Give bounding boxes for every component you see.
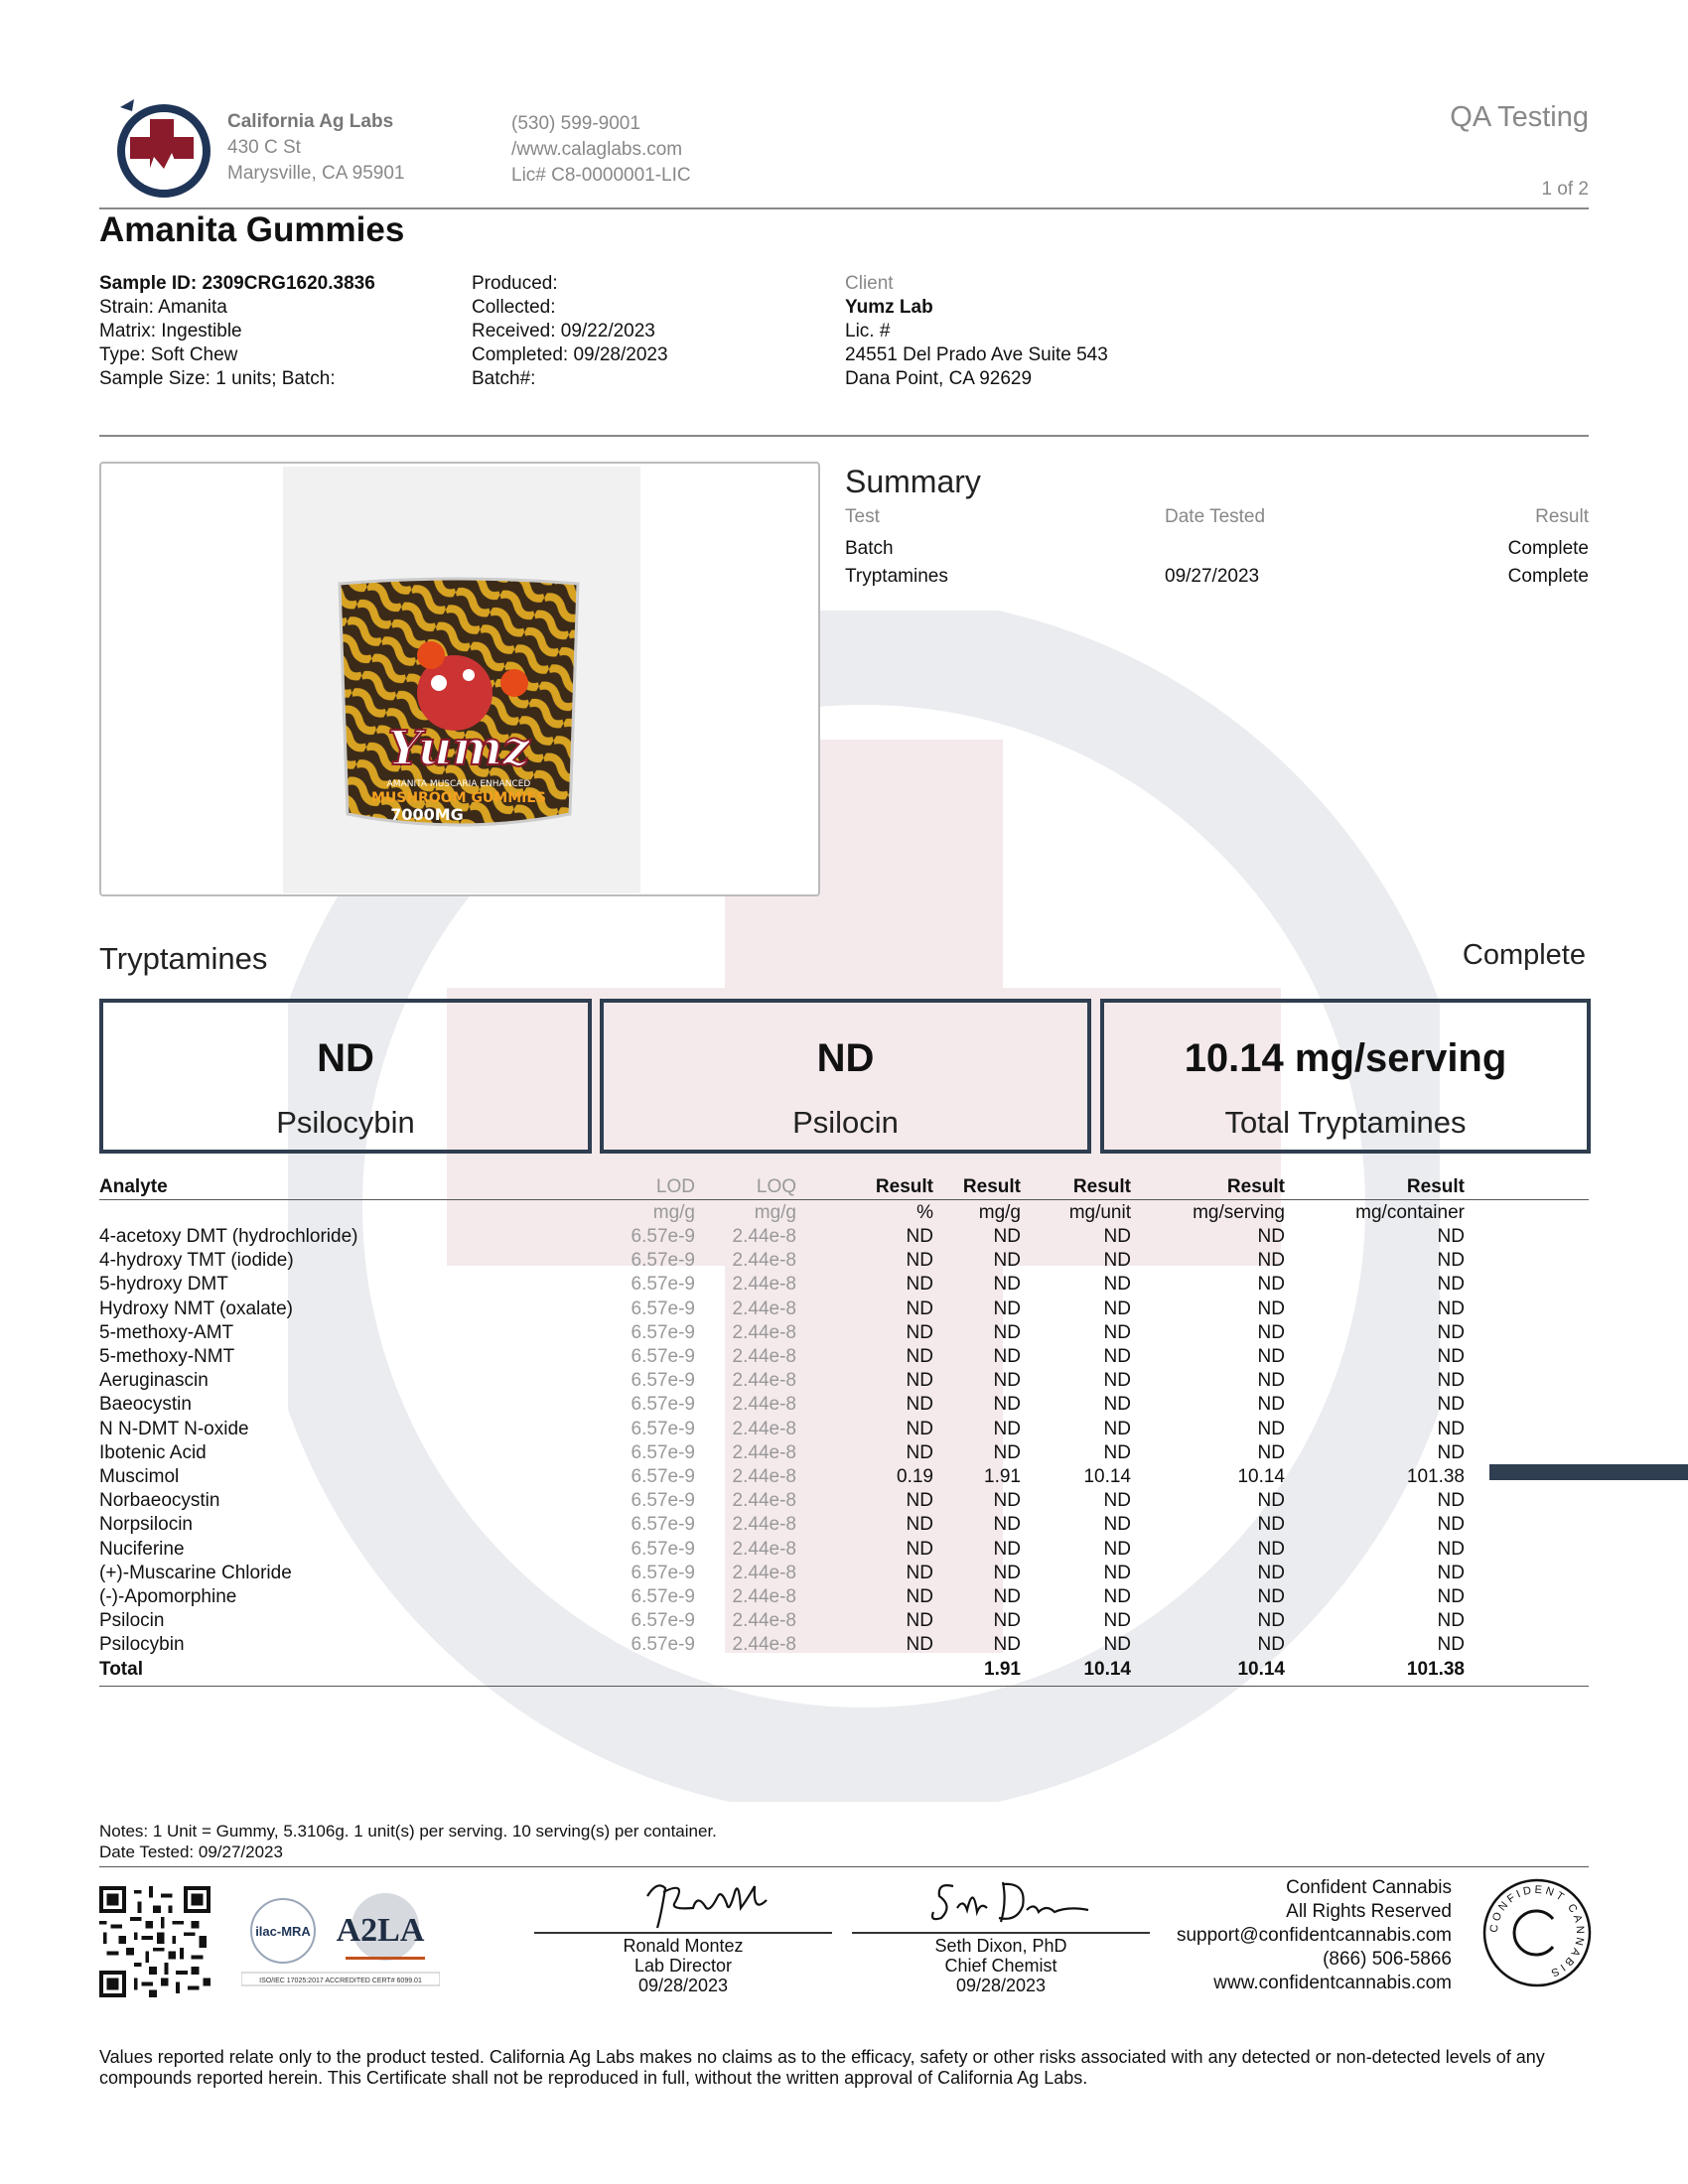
cell-result-mgg: ND [993, 1394, 1021, 1416]
sample-id: Sample ID: 2309CRG1620.3836 [99, 273, 375, 294]
cell-analyte: Muscimol [99, 1466, 180, 1487]
cell-result-serving: ND [1257, 1297, 1285, 1319]
cell-result-unit: ND [1103, 1370, 1131, 1392]
summary-header-date: Date Tested [1165, 506, 1266, 527]
cell-analyte: 5-methoxy-AMT [99, 1321, 234, 1343]
signature-line [852, 1932, 1150, 1934]
cell-result-mgg: ND [993, 1226, 1021, 1247]
cell-result-mgg: ND [993, 1346, 1021, 1367]
cell-lod: 6.57e-9 [631, 1418, 695, 1439]
pouch-line3: 7000MG [390, 805, 464, 824]
lab-phone: (530) 599-9001 [511, 113, 640, 134]
cell-analyte: (+)-Muscarine Chloride [99, 1562, 292, 1583]
table-header-divider [99, 1199, 1589, 1200]
cell-result-serving: ND [1257, 1250, 1285, 1272]
cell-result-unit: ND [1103, 1441, 1131, 1463]
col-header-result-pct: Result [875, 1176, 933, 1197]
cell-result-serving: ND [1257, 1610, 1285, 1632]
cell-result-container: ND [1437, 1370, 1465, 1392]
table-row [99, 1419, 1589, 1442]
cell-result-container: ND [1437, 1226, 1465, 1247]
table-total-row [99, 1659, 1589, 1683]
cell-analyte: Norbaeocystin [99, 1490, 220, 1512]
cell-result-pct: ND [906, 1634, 933, 1656]
card-label: Psilocin [792, 1105, 899, 1140]
cell-result-serving: ND [1257, 1346, 1285, 1367]
cell-result-pct: ND [906, 1226, 933, 1247]
cell-result-serving: ND [1257, 1370, 1285, 1392]
summary-row-test: Tryptamines [845, 566, 948, 587]
table-units-row [99, 1202, 1589, 1226]
cell-result-unit: ND [1103, 1274, 1131, 1296]
cell-result-unit: ND [1103, 1250, 1131, 1272]
cell-result-container: ND [1437, 1346, 1465, 1367]
qa-testing-title: QA Testing [1450, 101, 1589, 133]
cell-result-mgg: ND [993, 1274, 1021, 1296]
disclaimer: Values reported relate only to the product tested. California Ag Labs makes no claims as to the efficacy, safety or other risks associated with any detected or non-detected levels of any compounds reported herein. This Certificate shall not be reproduced in full, without the written approval of California Ag Labs. [99, 2047, 1545, 2088]
cell-loq: 2.44e-8 [732, 1274, 796, 1296]
col-header-lod: LOD [655, 1176, 695, 1197]
cell-result-pct: ND [906, 1394, 933, 1416]
cell-result-serving: ND [1257, 1586, 1285, 1607]
cell-loq: 2.44e-8 [732, 1394, 796, 1416]
lab-license: Lic# C8-0000001-LIC [511, 165, 691, 186]
cell-result-unit: ND [1103, 1562, 1131, 1583]
cell-result-pct: ND [906, 1250, 933, 1272]
lab-logo-icon [114, 97, 213, 199]
batch-number: Batch#: [472, 368, 536, 389]
cell-loq: 2.44e-8 [732, 1346, 796, 1367]
cell-result-mgg: ND [993, 1514, 1021, 1536]
cell-lod: 6.57e-9 [631, 1297, 695, 1319]
cell-analyte: (-)-Apomorphine [99, 1586, 237, 1607]
cell-result-container: ND [1437, 1514, 1465, 1536]
cell-result-mgg: ND [993, 1634, 1021, 1656]
cell-loq: 2.44e-8 [732, 1490, 796, 1512]
accreditation-caption: ISO/IEC 17025:2017 ACCREDITED CERT# 6099.01 [259, 1978, 422, 1984]
total-result-container: 101.38 [1406, 1658, 1465, 1680]
table-row [99, 1586, 1589, 1610]
cell-result-mgg: ND [993, 1490, 1021, 1512]
table-row [99, 1634, 1589, 1658]
table-row [99, 1370, 1589, 1394]
cell-loq: 2.44e-8 [732, 1250, 796, 1272]
pouch-line2: MUSHROOM GUMMIES [370, 790, 547, 806]
a2la-logo: A2LA [336, 1912, 425, 1949]
col-header-result-serving: Result [1226, 1176, 1285, 1197]
cell-loq: 2.44e-8 [732, 1562, 796, 1583]
signatory-date: 09/28/2023 [637, 1976, 729, 1995]
cell-lod: 6.57e-9 [631, 1250, 695, 1272]
cell-result-unit: ND [1103, 1418, 1131, 1439]
client-address-line1: 24551 Del Prado Ave Suite 543 [845, 344, 1108, 365]
cell-result-serving: ND [1257, 1441, 1285, 1463]
cc-rights: All Rights Reserved [1286, 1901, 1452, 1922]
ilac-mra-logo: ilac-MRA [255, 1924, 311, 1939]
total-result-mgg: 1.91 [984, 1658, 1021, 1680]
cell-analyte: Baeocystin [99, 1394, 192, 1416]
section-title: Tryptamines [99, 941, 268, 976]
cell-lod: 6.57e-9 [631, 1321, 695, 1343]
lab-name: California Ag Labs [227, 111, 394, 132]
cell-loq: 2.44e-8 [732, 1634, 796, 1656]
sample-info [99, 272, 375, 391]
received-date: Received: 09/22/2023 [472, 321, 655, 341]
cell-result-container: ND [1437, 1297, 1465, 1319]
card-value: ND [816, 1036, 875, 1080]
lab-website[interactable]: /www.calaglabs.com [511, 139, 683, 160]
cell-result-unit: ND [1103, 1346, 1131, 1367]
cell-analyte: 5-hydroxy DMT [99, 1274, 228, 1296]
signatory-2 [852, 1936, 1150, 1995]
cell-result-container: ND [1437, 1586, 1465, 1607]
sample-type: Type: Soft Chew [99, 344, 238, 365]
card-label: Psilocybin [276, 1105, 415, 1140]
signatory-name: Ronald Montez [623, 1936, 744, 1956]
table-row [99, 1539, 1589, 1563]
header-divider [99, 207, 1589, 209]
cell-result-serving: ND [1257, 1538, 1285, 1560]
summary-row-result: Complete [1507, 538, 1589, 559]
notes-date-tested: Date Tested: 09/27/2023 [99, 1843, 283, 1861]
cell-result-mgg: 1.91 [984, 1466, 1021, 1487]
cell-lod: 6.57e-9 [631, 1466, 695, 1487]
cell-result-serving: 10.14 [1237, 1466, 1285, 1487]
cell-result-serving: ND [1257, 1418, 1285, 1439]
card-label: Total Tryptamines [1224, 1105, 1467, 1140]
cc-name: Confident Cannabis [1286, 1877, 1452, 1898]
cell-lod: 6.57e-9 [631, 1538, 695, 1560]
cell-result-serving: ND [1257, 1321, 1285, 1343]
unit-mg-container: mg/container [1355, 1202, 1465, 1223]
cell-result-container: 101.38 [1406, 1466, 1465, 1487]
table-row [99, 1274, 1589, 1297]
signature-line [534, 1932, 832, 1934]
cell-analyte: 4-acetoxy DMT (hydrochloride) [99, 1226, 358, 1247]
cell-loq: 2.44e-8 [732, 1441, 796, 1463]
cell-loq: 2.44e-8 [732, 1586, 796, 1607]
produced-date: Produced: [472, 273, 558, 294]
cell-result-container: ND [1437, 1250, 1465, 1272]
cell-loq: 2.44e-8 [732, 1418, 796, 1439]
card-value: ND [317, 1036, 374, 1080]
cell-result-mgg: ND [993, 1418, 1021, 1439]
cell-result-container: ND [1437, 1538, 1465, 1560]
table-row [99, 1514, 1589, 1538]
cell-analyte: N N-DMT N-oxide [99, 1418, 249, 1439]
cc-seal-text: CONFIDENT CANNABIS [1487, 1883, 1587, 1980]
client-label: Client [845, 273, 894, 294]
cell-lod: 6.57e-9 [631, 1394, 695, 1416]
cell-loq: 2.44e-8 [732, 1538, 796, 1560]
cell-result-container: ND [1437, 1441, 1465, 1463]
cell-loq: 2.44e-8 [732, 1297, 796, 1319]
client-name: Yumz Lab [845, 297, 933, 318]
cc-phone: (866) 506-5866 [1323, 1949, 1452, 1970]
cell-result-unit: ND [1103, 1538, 1131, 1560]
result-bar [1489, 1464, 1688, 1480]
table-row [99, 1322, 1589, 1346]
cell-analyte: Psilocybin [99, 1634, 185, 1656]
result-card-psilocybin [99, 999, 592, 1154]
cell-loq: 2.44e-8 [732, 1226, 796, 1247]
cell-result-mgg: ND [993, 1441, 1021, 1463]
cell-result-serving: ND [1257, 1394, 1285, 1416]
cell-result-container: ND [1437, 1562, 1465, 1583]
cell-result-unit: ND [1103, 1610, 1131, 1632]
unit-loq: mg/g [754, 1202, 796, 1223]
cell-result-unit: ND [1103, 1586, 1131, 1607]
cell-result-pct: ND [906, 1418, 933, 1439]
summary-row-date: 09/27/2023 [1165, 566, 1260, 587]
col-header-result-container: Result [1406, 1176, 1465, 1197]
lab-address-line1: 430 C St [227, 137, 301, 158]
cell-result-pct: ND [906, 1586, 933, 1607]
cell-result-container: ND [1437, 1610, 1465, 1632]
col-header-loq: LOQ [756, 1176, 796, 1197]
signatory-1 [534, 1936, 832, 1995]
cell-result-unit: ND [1103, 1514, 1131, 1536]
cc-email[interactable]: support@confidentcannabis.com [1176, 1925, 1452, 1946]
summary-row-test: Batch [845, 538, 894, 559]
sample-size: Sample Size: 1 units; Batch: [99, 368, 336, 389]
cell-result-unit: ND [1103, 1226, 1131, 1247]
cell-result-mgg: ND [993, 1321, 1021, 1343]
pouch-brand-text: Yumz [387, 721, 530, 776]
signatory-title: Lab Director [633, 1956, 733, 1976]
summary-header-result: Result [1535, 506, 1589, 527]
qr-code-icon [99, 1886, 211, 1997]
cell-lod: 6.57e-9 [631, 1634, 695, 1656]
cell-lod: 6.57e-9 [631, 1610, 695, 1632]
signatory-title: Chief Chemist [944, 1956, 1057, 1976]
cell-result-container: ND [1437, 1394, 1465, 1416]
cell-result-unit: ND [1103, 1394, 1131, 1416]
cell-analyte: Ibotenic Acid [99, 1441, 207, 1463]
unit-pct: % [916, 1202, 933, 1223]
table-row [99, 1442, 1589, 1466]
unit-mg-unit: mg/unit [1068, 1202, 1131, 1223]
table-row [99, 1466, 1589, 1490]
total-result-unit: 10.14 [1083, 1658, 1131, 1680]
signature-seth-dixon [923, 1872, 1092, 1932]
cell-analyte: Psilocin [99, 1610, 165, 1632]
cell-loq: 2.44e-8 [732, 1466, 796, 1487]
cell-result-serving: ND [1257, 1514, 1285, 1536]
result-card-total-tryptamines [1100, 999, 1591, 1154]
table-row [99, 1563, 1589, 1586]
cell-result-unit: 10.14 [1083, 1466, 1131, 1487]
section-status: Complete [1462, 939, 1586, 971]
cell-lod: 6.57e-9 [631, 1274, 695, 1296]
summary-header-test: Test [845, 506, 880, 527]
client-info [845, 272, 1108, 391]
unit-mgg: mg/g [978, 1202, 1021, 1223]
lab-address-line2: Marysville, CA 95901 [227, 163, 405, 184]
cell-result-mgg: ND [993, 1586, 1021, 1607]
cell-result-container: ND [1437, 1274, 1465, 1296]
pouch-line1: AMANITA MUSCARIA ENHANCED [386, 779, 531, 789]
cell-result-pct: ND [906, 1297, 933, 1319]
cell-result-pct: ND [906, 1321, 933, 1343]
cell-result-serving: ND [1257, 1490, 1285, 1512]
cell-lod: 6.57e-9 [631, 1441, 695, 1463]
table-row [99, 1226, 1589, 1250]
collected-date: Collected: [472, 297, 556, 318]
product-pouch-image [328, 576, 591, 839]
confident-cannabis-seal-icon [1481, 1877, 1593, 1988]
accreditation-logos [241, 1891, 440, 1990]
signatory-name: Seth Dixon, PhD [934, 1936, 1067, 1956]
unit-lod: mg/g [652, 1202, 695, 1223]
footer-divider [99, 1866, 1589, 1867]
signature-ronald-montez [635, 1874, 774, 1932]
cell-analyte: Nuciferine [99, 1538, 185, 1560]
notes-line1: Notes: 1 Unit = Gummy, 5.3106g. 1 unit(s) per serving. 10 serving(s) per container. [99, 1822, 717, 1841]
cell-result-mgg: ND [993, 1610, 1021, 1632]
table-row [99, 1298, 1589, 1322]
cell-result-mgg: ND [993, 1370, 1021, 1392]
cell-result-mgg: ND [993, 1297, 1021, 1319]
sample-dates [472, 272, 668, 391]
table-header-row [99, 1176, 1589, 1200]
cell-result-serving: ND [1257, 1274, 1285, 1296]
cell-analyte: 4-hydroxy TMT (iodide) [99, 1250, 294, 1272]
cell-result-unit: ND [1103, 1297, 1131, 1319]
cell-lod: 6.57e-9 [631, 1514, 695, 1536]
col-header-analyte: Analyte [99, 1176, 168, 1197]
cell-result-pct: ND [906, 1538, 933, 1560]
cell-result-serving: ND [1257, 1634, 1285, 1656]
cell-analyte: Aeruginascin [99, 1370, 209, 1392]
cell-lod: 6.57e-9 [631, 1370, 695, 1392]
result-card-psilocin [600, 999, 1091, 1154]
cell-result-mgg: ND [993, 1250, 1021, 1272]
info-divider [99, 435, 1589, 437]
cell-analyte: Hydroxy NMT (oxalate) [99, 1297, 293, 1319]
col-header-result-mgg: Result [962, 1176, 1021, 1197]
cell-result-serving: ND [1257, 1226, 1285, 1247]
cell-result-pct: ND [906, 1346, 933, 1367]
cell-result-pct: ND [906, 1370, 933, 1392]
cell-result-container: ND [1437, 1321, 1465, 1343]
col-header-result-unit: Result [1072, 1176, 1131, 1197]
client-address-line2: Dana Point, CA 92629 [845, 368, 1033, 389]
cell-result-unit: ND [1103, 1321, 1131, 1343]
cell-lod: 6.57e-9 [631, 1490, 695, 1512]
sample-strain: Strain: Amanita [99, 297, 227, 318]
cell-result-pct: ND [906, 1610, 933, 1632]
signatory-date: 09/28/2023 [955, 1976, 1047, 1995]
cell-lod: 6.57e-9 [631, 1346, 695, 1367]
cell-loq: 2.44e-8 [732, 1370, 796, 1392]
cell-result-unit: ND [1103, 1490, 1131, 1512]
sample-matrix: Matrix: Ingestible [99, 321, 242, 341]
cell-result-unit: ND [1103, 1634, 1131, 1656]
notes [99, 1821, 717, 1862]
client-license: Lic. # [845, 321, 891, 341]
table-row [99, 1490, 1589, 1514]
cell-result-mgg: ND [993, 1562, 1021, 1583]
table-row [99, 1250, 1589, 1274]
cell-result-pct: 0.19 [897, 1466, 933, 1487]
cell-loq: 2.44e-8 [732, 1321, 796, 1343]
table-row [99, 1346, 1589, 1370]
cell-result-container: ND [1437, 1634, 1465, 1656]
cell-loq: 2.44e-8 [732, 1514, 796, 1536]
cell-analyte: 5-methoxy-NMT [99, 1346, 235, 1367]
cell-analyte: Norpsilocin [99, 1514, 193, 1536]
cell-result-pct: ND [906, 1441, 933, 1463]
cell-lod: 6.57e-9 [631, 1586, 695, 1607]
total-analyte: Total [99, 1658, 143, 1680]
cell-loq: 2.44e-8 [732, 1610, 796, 1632]
table-row [99, 1394, 1589, 1418]
page-number: 1 of 2 [1541, 179, 1589, 200]
confident-cannabis-contact [1177, 1876, 1452, 1995]
completed-date: Completed: 09/28/2023 [472, 344, 668, 365]
cell-result-pct: ND [906, 1274, 933, 1296]
total-result-serving: 10.14 [1237, 1658, 1285, 1680]
summary-row-result: Complete [1507, 566, 1589, 587]
table-bottom-divider [99, 1686, 1589, 1687]
unit-mg-serving: mg/serving [1193, 1202, 1285, 1223]
cell-result-pct: ND [906, 1490, 933, 1512]
product-title: Amanita Gummies [99, 210, 405, 249]
cell-result-mgg: ND [993, 1538, 1021, 1560]
card-value: 10.14 mg/serving [1184, 1036, 1507, 1080]
cell-lod: 6.57e-9 [631, 1562, 695, 1583]
cc-website[interactable]: www.confidentcannabis.com [1213, 1973, 1452, 1993]
cell-result-pct: ND [906, 1514, 933, 1536]
cell-result-container: ND [1437, 1418, 1465, 1439]
cell-result-serving: ND [1257, 1562, 1285, 1583]
summary-title: Summary [845, 464, 981, 499]
table-row [99, 1610, 1589, 1634]
cell-result-container: ND [1437, 1490, 1465, 1512]
cell-lod: 6.57e-9 [631, 1226, 695, 1247]
cell-result-pct: ND [906, 1562, 933, 1583]
